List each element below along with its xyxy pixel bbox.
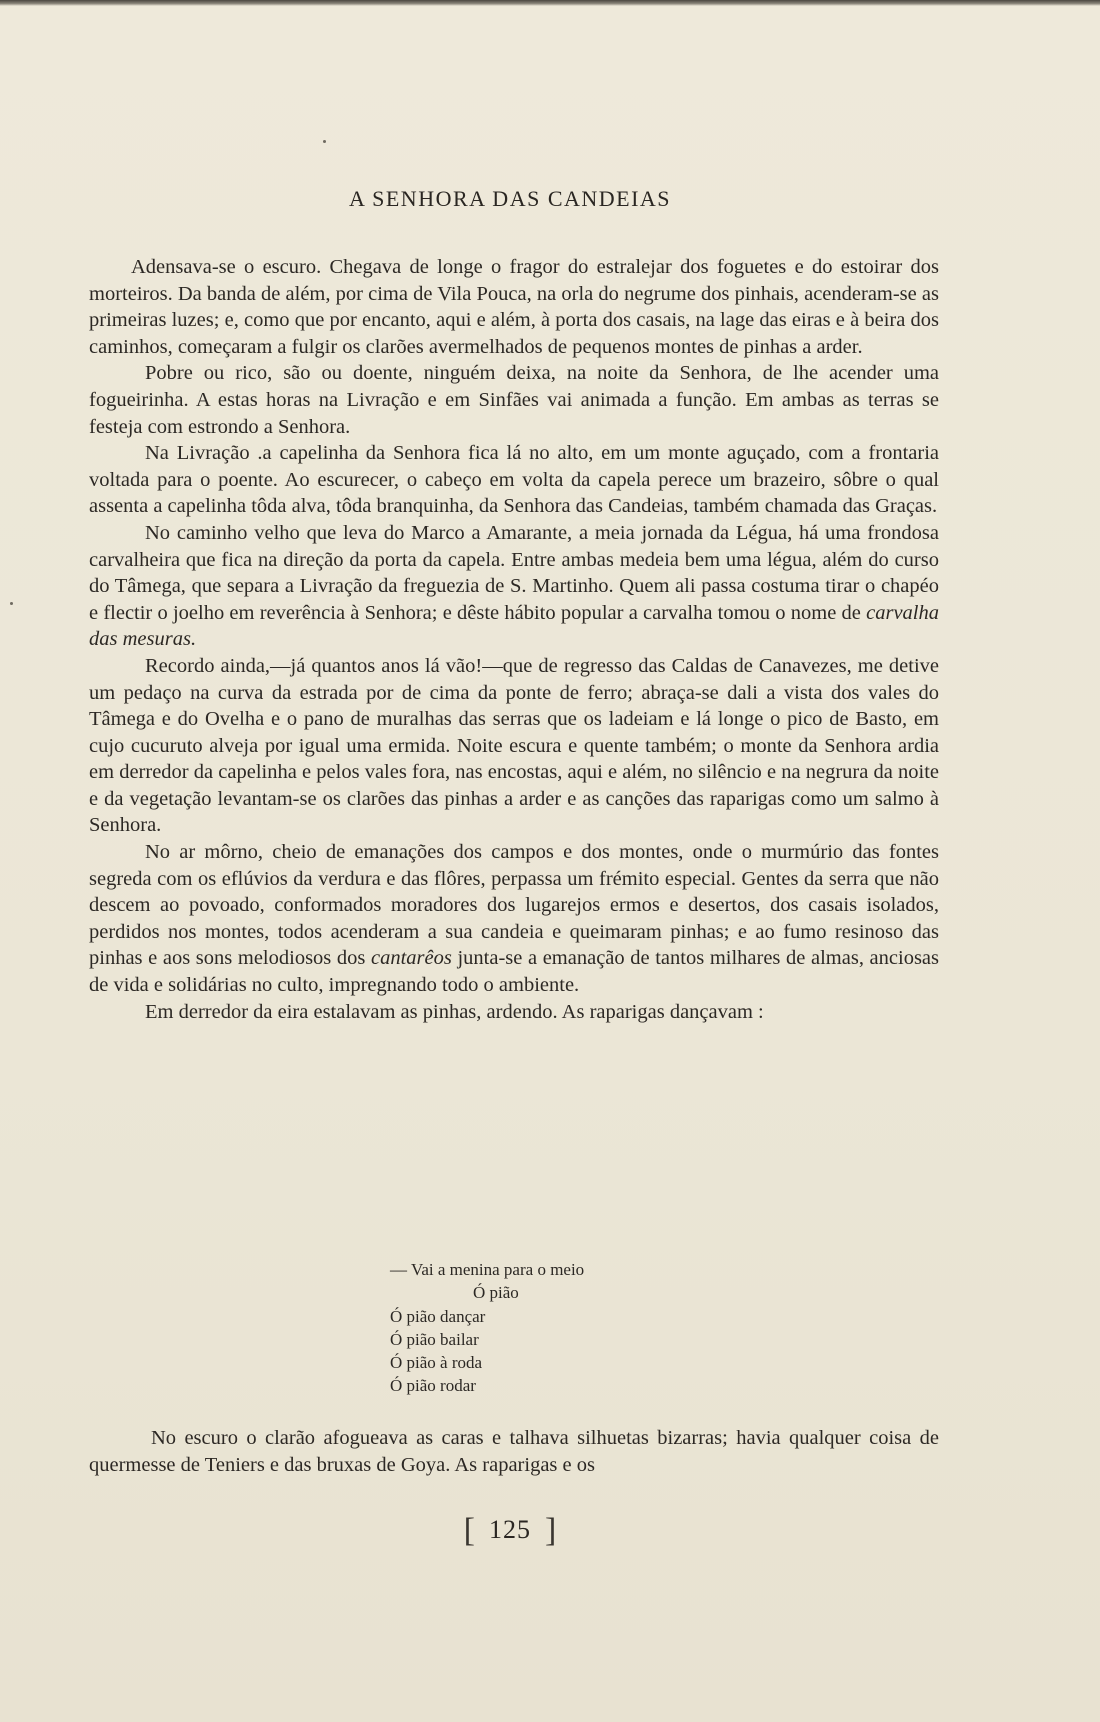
poem-verse — [390, 1258, 710, 1398]
paragraph: No ar môrno, cheio de emanações dos campos e dos montes, onde o murmúrio das fontes segreda com os eflúvios da verdura e das flôres, perpassa um frémito especial. Gentes da serra que não descem ao povoado, conformados moradores dos lugarejos ermos e desertos, dos casais isolados, perdidos nos montes, todos acenderam a sua candeia e queimaram pinhas; e ao fumo resinoso das pinhas e aos sons melodiosos dos cantarêos junta-se a emanação de tantos milhares de almas, anciosas de vida e solidárias no culto, impregnando todo o ambiente. — [89, 841, 940, 997]
paragraph: No caminho velho que leva do Marco a Amarante, a meia jornada da Légua, há uma frondosa carvalheira que fica na direção da porta da capela. Entre ambas medeia bem uma légua, além do curso do Tâmega, que separa a Livração da freguezia de S. Martinho. Quem ali passa costuma tirar o chapéo e flectir o joelho em reverência à Senhora; e dêste hábito popular a carvalha tomou o nome de carvalha das mesuras. — [89, 521, 939, 651]
page-number-value: 125 — [489, 1515, 531, 1544]
paragraph: No escuro o clarão afogueava as caras e talhava silhuetas bizarras; havia qualquer coisa de quermesse de Teniers e das bruxas de Goya. As raparigas e os — [89, 1427, 939, 1476]
paragraph: Na Livração .a capelinha da Senhora fica lá no alto, em um monte aguçado, com a frontaria voltada para o poente. Ao escurecer, o cabeço em volta da capela perece um brazeiro, sôbre o qual assenta a capelinha tôda alva, tôda branquinha, da Senhora das Candeias, também chamada das Graças. — [89, 442, 939, 518]
body-text — [89, 254, 939, 1025]
poem-line: Ó pião à roda — [390, 1353, 483, 1373]
poem-line: — Vai a menina para o meio — [390, 1260, 585, 1279]
poem-line: Ó pião — [473, 1283, 519, 1303]
poem-line: Ó pião dançar — [390, 1306, 486, 1326]
paragraph: Recordo ainda,—já quantos anos lá vão!—que de regresso das Caldas de Canavezes, me detive um pedaço na curva da estrada por de cima da ponte de ferro; abraça-se dali a vista dos vales do Tâmega e do Ovelha e o pano de muralhas das serras que os ladeiam e lá longe o pico de Basto, em cujo cucuruto alveja por igual uma ermida. Noite escura e quente também; o monte da Senhora ardia em derredor da capelinha e pelos vales fora, nas encostas, aqui e além, no silêncio e na negrura da noite e da vegetação levantam-se os clarões das pinhas a arder e as canções das raparigas como um salmo à Senhora. — [89, 654, 939, 837]
italic-phrase: carvalha das mesuras. — [89, 601, 939, 651]
bracket-right: ] — [545, 1512, 557, 1549]
poem-line: Ó pião rodar — [390, 1376, 476, 1396]
paragraph: Pobre ou rico, são ou doente, ninguém deixa, na noite da Senhora, de lhe acender uma fogueirinha. A estas horas na Livração e em Sinfães vai animada a função. Em ambas as terras se festeja com estrondo a Senhora. — [89, 362, 939, 438]
paper-speck — [323, 140, 326, 143]
paragraph: Adensava-se o escuro. Chegava de longe o fragor do estralejar dos foguetes e do estoirar dos morteiros. Da banda de além, por cima de Vila Pouca, na orla do negrume dos pinhais, acenderam-se as primeiras luzes; e, como que por encanto, aqui e além, à porta dos casais, na lage das eiras e à beira dos caminhos, começaram a fulgir os clarões avermelhados de pequenos montes de pinhas a arder. — [89, 256, 939, 358]
page-top-edge — [0, 0, 1100, 6]
paragraph: Em derredor da eira estalavam as pinhas, ardendo. As raparigas dançavam : — [145, 1000, 764, 1023]
chapter-title: A SENHORA DAS CANDEIAS — [348, 186, 672, 211]
paper-speck — [10, 602, 13, 605]
closing-text — [89, 1425, 939, 1478]
poem-line: Ó pião bailar — [390, 1329, 479, 1349]
bracket-left: [ — [463, 1512, 475, 1549]
italic-phrase: cantarêos — [371, 947, 452, 970]
page-number — [0, 1512, 1020, 1550]
